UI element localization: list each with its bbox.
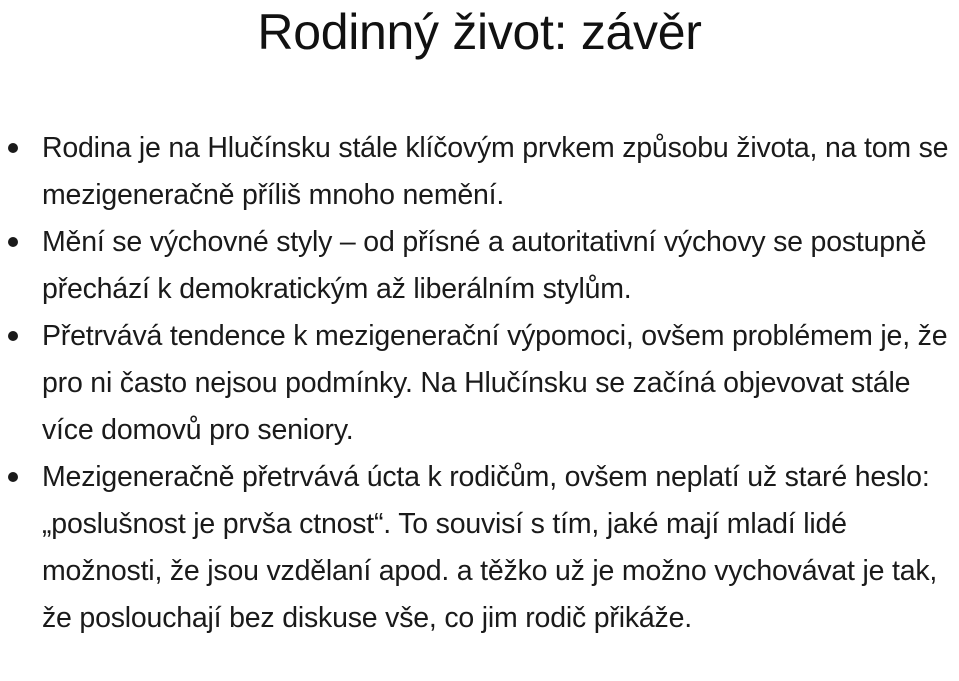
bullet-text: Přetrvává tendence k mezigenerační výpomoci, ovšem problémem je, že pro ni často nejsou podmínky. Na Hlučínsku se začíná objevovat stále více domovů pro seniory.: [42, 320, 948, 446]
bullet-text: Rodina je na Hlučínsku stále klíčovým prvkem způsobu života, na tom se mezigeneračně příliš mnoho nemění.: [42, 132, 949, 211]
bullet-text: Mění se výchovné styly – od přísné a autoritativní výchovy se postupně přechází k demokratickým až liberálním stylům.: [42, 226, 927, 305]
bullet-item: [0, 454, 959, 642]
bullet-item: [0, 219, 959, 313]
bullet-text: Mezigeneračně přetrvává úcta k rodičům, ovšem neplatí už staré heslo: „poslušnost je prvša ctnost“. To souvisí s tím, jaké mají mladí lidé možnosti, že jsou vzdělaní apod. a těžko už je možno vychovávat je tak, že poslouchají bez diskuse vše, co jim rodič přikáže.: [42, 461, 938, 634]
bullet-dot-icon: [8, 237, 18, 247]
bullet-dot-icon: [8, 143, 18, 153]
bullet-dot-icon: [8, 472, 18, 482]
slide-title: Rodinný život: závěr: [257, 4, 702, 60]
bullet-list: [0, 125, 959, 642]
bullet-dot-icon: [8, 331, 18, 341]
bullet-item: [0, 313, 959, 454]
bullet-item: [0, 125, 959, 219]
